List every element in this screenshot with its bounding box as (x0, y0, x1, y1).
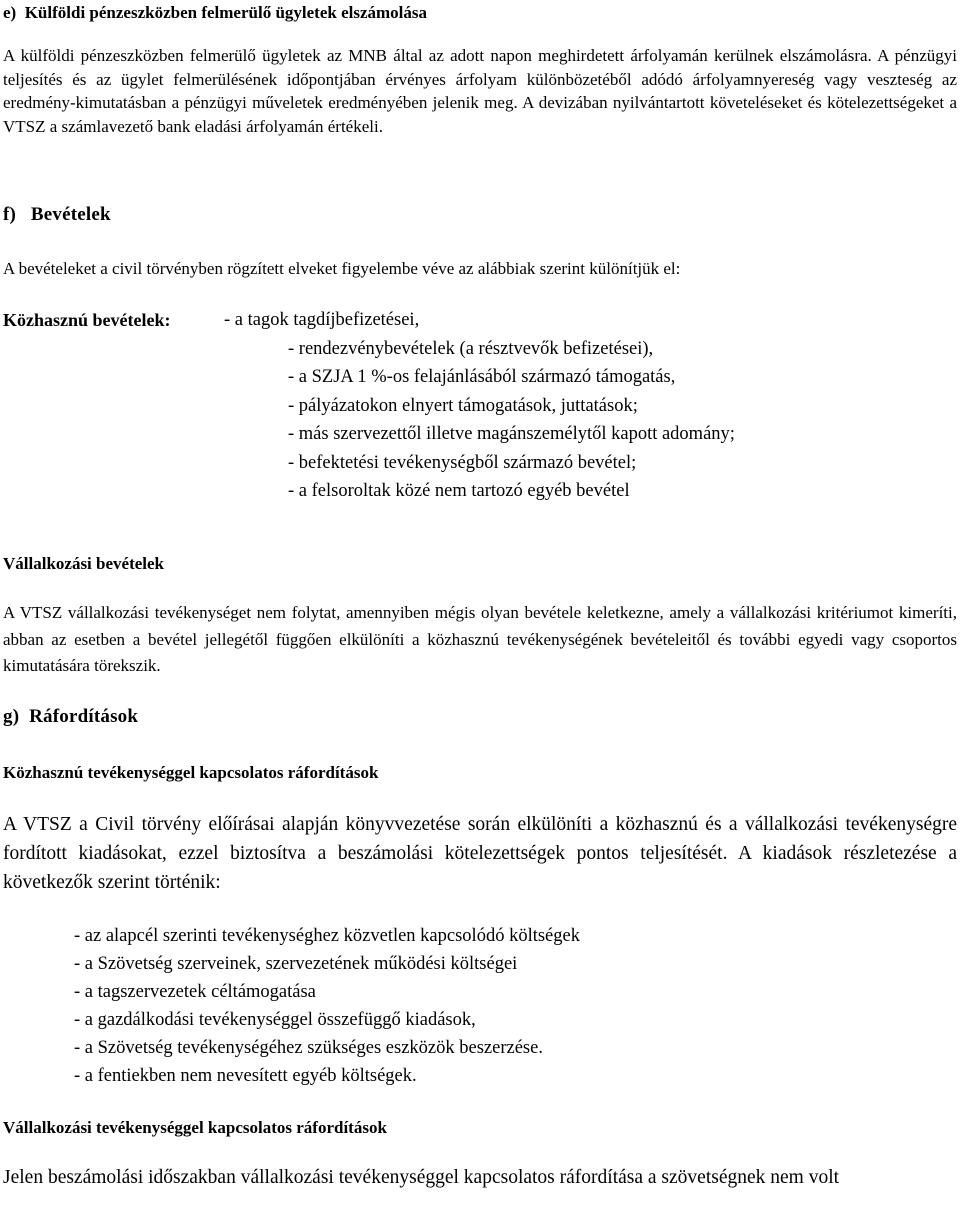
business-income-paragraph: A VTSZ vállalkozási tevékenységet nem folytat, amennyiben mégis olyan bevétele keletkezne, amely a vállalkozási kritériumot kimeríti, abban az esetben a bevétel jellegétől függően elkülöníti a közhasznú tevékenységének bevételeitől és további egyedi vagy csoportos kimutatására törekszik. (3, 603, 957, 675)
list-item: - a felsoroltak közé nem tartozó egyéb bevétel (288, 481, 630, 501)
section-f-heading: f) Bevételek (3, 204, 111, 225)
business-expense-paragraph: Jelen beszámolási időszakban vállalkozási tevékenységgel kapcsolatos ráfordítása a szövetségnek nem volt (3, 1167, 840, 1188)
section-e-paragraph: A külföldi pénzeszközben felmerülő ügyletek az MNB által az adott napon meghirdetett árfolyamán kerülnek elszámolásra. A pénzügyi teljesítés és az ügylet felmerülésének időpontjában érvényes árfolyam különbözetéből adódó árfolyamnyereség vagy veszteség az eredmény-kimutatásban a pénzügyi műveletek eredményében jelenik meg. A devizában nyilvántartott követeléseket és kötelezettségeket a VTSZ a számlavezető bank eladási árfolyamán értékeli. (3, 46, 957, 136)
section-f-intro: A bevételeket a civil törvényben rögzített elveket figyelembe véve az alábbiak szerint különítjük el: (3, 259, 681, 278)
list-item: - pályázatokon elnyert támogatások, juttatások; (288, 395, 638, 416)
list-item: - a Szövetség szerveinek, szervezetének működési költségei (74, 954, 518, 974)
public-benefit-income-block (3, 306, 957, 506)
list-item: - a fentiekben nem nevesített egyéb költségek. (74, 1066, 417, 1086)
list-item: - a tagok tagdíjbefizetései, (224, 310, 420, 330)
public-benefit-expense-heading: Közhasznú tevékenységgel kapcsolatos ráfordítások (3, 763, 379, 782)
list-item: - a Szövetség tevékenységéhez szükséges eszközök beszerzése. (74, 1038, 543, 1058)
business-income-heading: Vállalkozási bevételek (3, 554, 165, 573)
section-g-heading: g) Ráfordítások (3, 706, 139, 727)
business-expense-heading: Vállalkozási tevékenységgel kapcsolatos ráfordítások (3, 1118, 387, 1137)
list-item: - a gazdálkodási tevékenységgel összefüggő kiadások, (74, 1010, 476, 1030)
public-benefit-expense-paragraph: A VTSZ a Civil törvény előírásai alapján könyvvezetése során elkülöníti a közhasznú és a vállalkozási tevékenységre fordított kiadásokat, ezzel biztosítva a beszámolási kötelezettségek pontos teljesítését. A kiadások részletezése a következők szerint történik: (3, 814, 957, 893)
list-item: - a tagszervezetek céltámogatása (74, 982, 316, 1002)
list-item: - az alapcél szerinti tevékenységhez közvetlen kapcsolódó költségek (74, 926, 580, 946)
public-benefit-income-label: Közhasznú bevételek: (3, 310, 171, 330)
list-item: - befektetési tevékenységből származó bevétel; (288, 452, 637, 473)
section-e-heading: e) Külföldi pénzeszközben felmerülő ügyletek elszámolása (3, 3, 428, 22)
public-benefit-income-list (3, 306, 957, 506)
list-item: - rendezvénybevételek (a résztvevők befizetései), (288, 338, 654, 359)
list-item: - más szervezettől illetve magánszemélytől kapott adomány; (288, 424, 735, 444)
list-item: - a SZJA 1 %-os felajánlásából származó támogatás, (288, 367, 676, 387)
expense-list (74, 922, 954, 1090)
